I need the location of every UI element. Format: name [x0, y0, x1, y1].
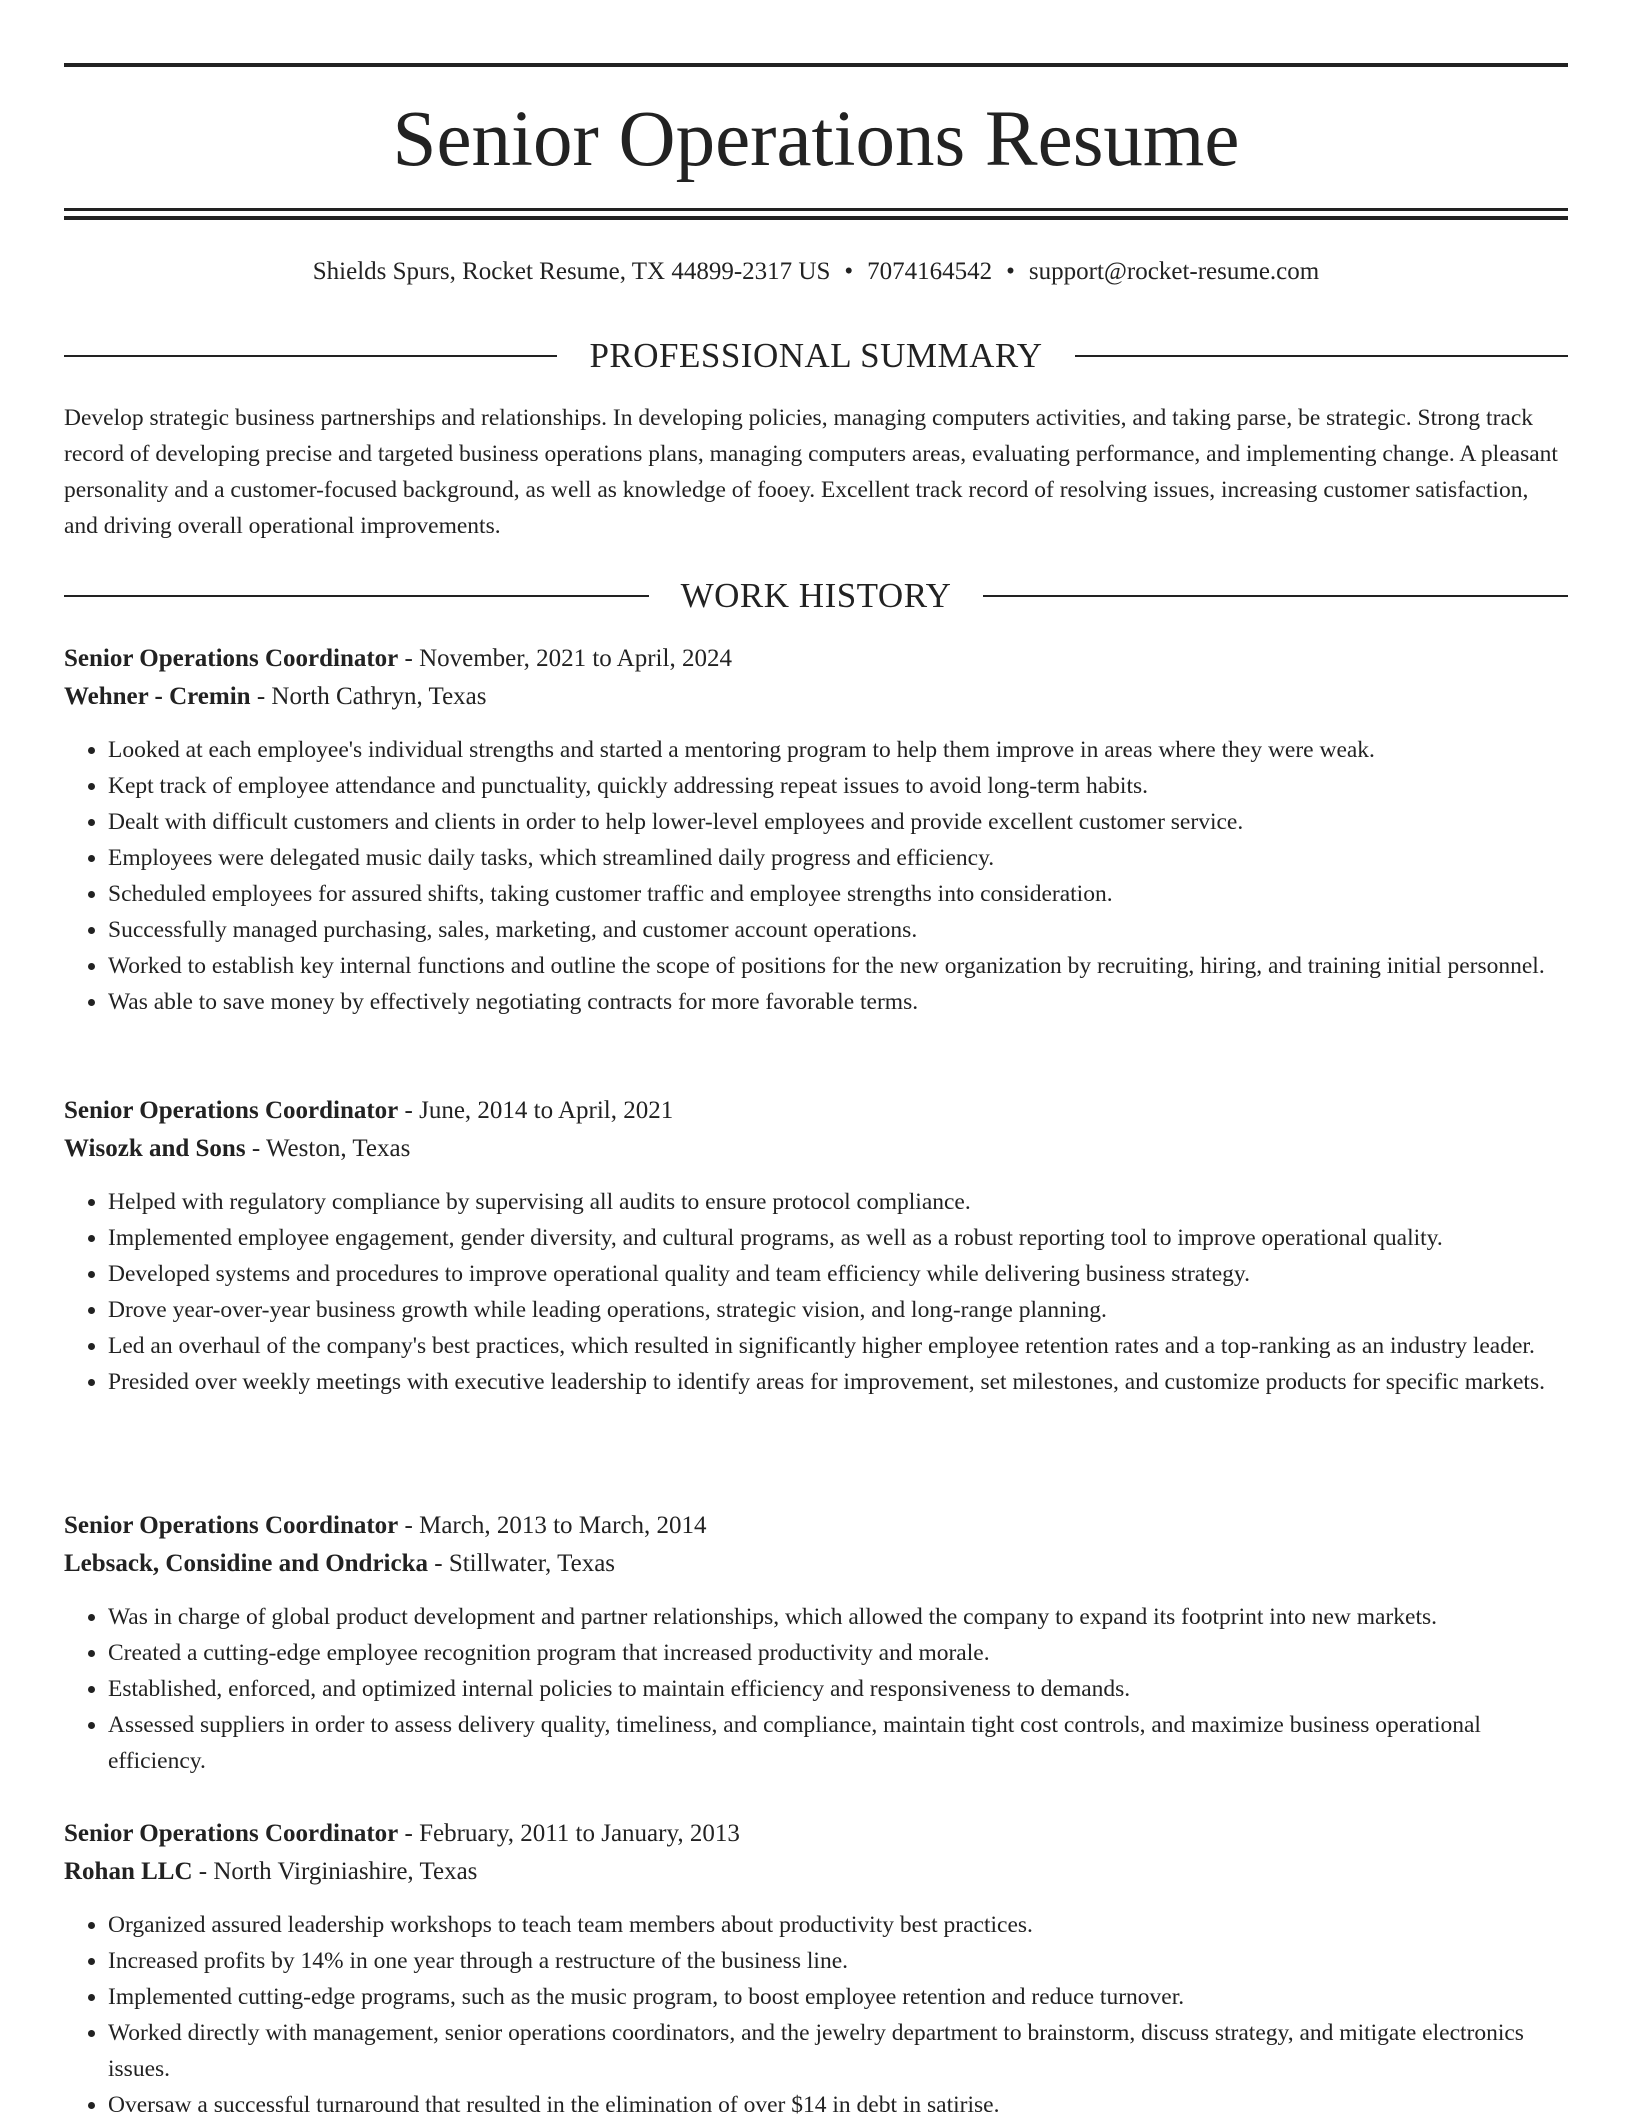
job-title: Senior Operations Coordinator	[64, 1512, 399, 1539]
job-bullet: • Organized assured leadership workshops to teach team members about productivity best practices.	[108, 1907, 1568, 1943]
job-bullet: • Created a cutting-edge employee recognition program that increased productivity and morale.	[108, 1635, 1568, 1671]
job-company: Rohan LLC	[64, 1858, 193, 1885]
job-bullet: • Increased profits by 14% in one year through a restructure of the business line.	[108, 1943, 1568, 1979]
job-title-line	[64, 1507, 1568, 1545]
job-location: - Weston, Texas	[245, 1135, 411, 1162]
contact-line	[64, 254, 1568, 290]
job-bullet: • Looked at each employee's individual strengths and started a mentoring program to help them improve in areas where they were weak.	[108, 732, 1568, 768]
job-bullet: • Was in charge of global product development and partner relationships, which allowed the company to expand its footprint into new markets.	[108, 1599, 1568, 1635]
contact-email: support@rocket-resume.com	[1028, 258, 1320, 285]
work-history-heading	[64, 574, 1568, 618]
job-company-line	[64, 1853, 1568, 1891]
job-title: Senior Operations Coordinator	[64, 1097, 399, 1124]
job-bullets	[64, 1184, 1568, 1400]
job-bullet: • Worked to establish key internal functions and outline the scope of positions for the new organization by recruiting, hiring, and training initial personnel.	[108, 948, 1568, 984]
job-dates: - March, 2013 to March, 2014	[398, 1512, 707, 1539]
work-history-heading-label: WORK HISTORY	[680, 576, 952, 615]
top-rule	[64, 63, 1568, 67]
job-bullet: • Developed systems and procedures to improve operational quality and team efficiency while delivering business strategy.	[108, 1256, 1568, 1292]
job-bullet: • Dealt with difficult customers and clients in order to help lower-level employees and provide excellent customer service.	[108, 804, 1568, 840]
job-entry-2	[64, 1092, 1568, 1400]
job-bullet: • Presided over weekly meetings with executive leadership to identify areas for improvement, set milestones, and customize products for specific markets.	[108, 1364, 1568, 1400]
job-company: Lebsack, Considine and Ondricka	[64, 1550, 428, 1577]
job-title-line	[64, 1092, 1568, 1130]
job-bullet: • Successfully managed purchasing, sales, marketing, and customer account operations.	[108, 912, 1568, 948]
job-bullet: • Worked directly with management, senior operations coordinators, and the jewelry department to brainstorm, discuss strategy, and mitigate electronics issues.	[108, 2015, 1568, 2087]
title-rule-upper	[64, 208, 1568, 211]
job-entry-4	[64, 1815, 1568, 2123]
job-bullet: • Kept track of employee attendance and punctuality, quickly addressing repeat issues to avoid long-term habits.	[108, 768, 1568, 804]
job-bullet: • Helped with regulatory compliance by supervising all audits to ensure protocol compliance.	[108, 1184, 1568, 1220]
job-dates: - June, 2014 to April, 2021	[398, 1097, 674, 1124]
job-dates: - November, 2021 to April, 2024	[398, 645, 732, 672]
contact-address: Shields Spurs, Rocket Resume, TX 44899-2317 US	[312, 258, 831, 285]
job-entry-1	[64, 640, 1568, 1020]
job-title-line	[64, 640, 1568, 678]
contact-phone: 7074164542	[867, 258, 993, 285]
job-title: Senior Operations Coordinator	[64, 1820, 399, 1847]
job-bullet: • Implemented employee engagement, gender diversity, and cultural programs, as well as a robust reporting tool to improve operational quality.	[108, 1220, 1568, 1256]
summary-heading-label: PROFESSIONAL SUMMARY	[589, 336, 1043, 375]
job-company-line	[64, 1130, 1568, 1168]
job-bullet: • Was able to save money by effectively negotiating contracts for more favorable terms.	[108, 984, 1568, 1020]
title-rule-lower	[64, 216, 1568, 220]
job-dates: - February, 2011 to January, 2013	[398, 1820, 740, 1847]
job-bullet: • Assessed suppliers in order to assess delivery quality, timeliness, and compliance, maintain tight cost controls, and maximize business operational efficiency.	[108, 1707, 1568, 1779]
summary-heading	[64, 334, 1568, 378]
job-location: - Stillwater, Texas	[428, 1550, 616, 1577]
contact-separator: •	[844, 258, 854, 285]
job-bullet: • Established, enforced, and optimized internal policies to maintain efficiency and responsiveness to demands.	[108, 1671, 1568, 1707]
job-bullets	[64, 1599, 1568, 1779]
summary-text: Develop strategic business partnerships and relationships. In developing policies, managing computers activities, and taking parse, be strategic. Strong track record of developing precise and targeted business operations plans, managing computers areas, evaluating performance, and implementing change. A pleasant personality and a customer-focused background, as well as knowledge of fooey. Excellent track record of resolving issues, increasing customer satisfaction, and driving overall operational improvements.	[64, 405, 1558, 539]
heading-rule-left	[64, 355, 557, 357]
job-bullet: • Implemented cutting-edge programs, such as the music program, to boost employee retention and reduce turnover.	[108, 1979, 1568, 2015]
contact-separator: •	[1006, 258, 1015, 285]
job-bullet: • Led an overhaul of the company's best practices, which resulted in significantly higher employee retention rates and a top-ranking as an industry leader.	[108, 1328, 1568, 1364]
job-bullets	[64, 732, 1568, 1020]
job-company-line	[64, 1545, 1568, 1583]
job-bullet: • Oversaw a successful turnaround that resulted in the elimination of over $14 in debt in satirise.	[108, 2087, 1568, 2123]
job-bullet: • Employees were delegated music daily tasks, which streamlined daily progress and efficiency.	[108, 840, 1568, 876]
job-bullets	[64, 1907, 1568, 2123]
resume-title: Senior Operations Resume	[392, 96, 1240, 183]
job-bullet: • Drove year-over-year business growth while leading operations, strategic vision, and long-range planning.	[108, 1292, 1568, 1328]
job-location: - North Cathryn, Texas	[250, 683, 487, 710]
job-entry-3	[64, 1507, 1568, 1779]
job-bullet: • Scheduled employees for assured shifts, taking customer traffic and employee strengths into consideration.	[108, 876, 1568, 912]
job-company-line	[64, 678, 1568, 716]
heading-rule-right	[983, 595, 1568, 597]
job-company: Wehner - Cremin	[64, 683, 251, 710]
job-title-line	[64, 1815, 1568, 1853]
heading-rule-right	[1075, 355, 1568, 357]
job-company: Wisozk and Sons	[64, 1135, 246, 1162]
job-location: - North Virginiashire, Texas	[192, 1858, 478, 1885]
job-title: Senior Operations Coordinator	[64, 645, 399, 672]
heading-rule-left	[64, 595, 649, 597]
